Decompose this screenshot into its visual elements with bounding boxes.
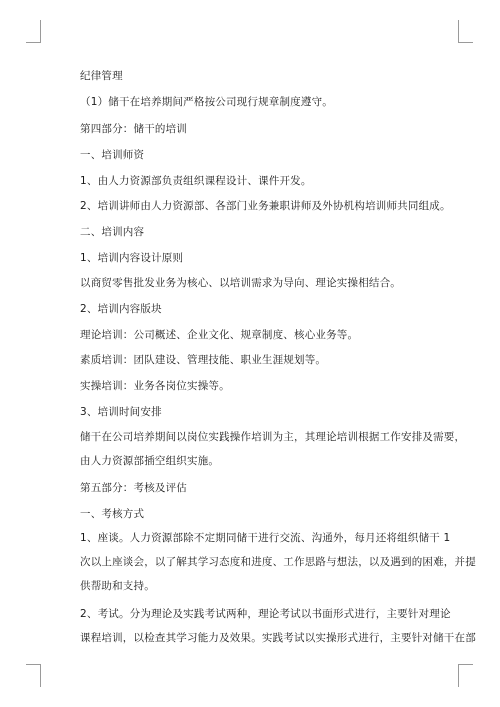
heading-trainers: 一、培训师资: [80, 149, 145, 161]
heading-training-content: 二、培训内容: [80, 226, 145, 238]
paragraph-discipline-rule: （1）储干在培养期间严格按公司现行规章制度遵守。: [80, 96, 333, 108]
part-five-heading: 第五部分：考核及评估: [80, 482, 187, 494]
paragraph-design-principle: 以商贸零售批发业务为核心、以培训需求为导向、理论实操相结合。: [80, 277, 401, 289]
heading-schedule: 3、培训时间安排: [80, 406, 162, 418]
section-heading-discipline: 纪律管理: [80, 70, 123, 82]
paragraph-line: 次以上座谈会，以了解其学习态度和进度、工作思路与想法，以及遇到的困难，并提: [80, 556, 476, 568]
paragraph-interview: [80, 526, 476, 598]
crop-mark-bottom-left: [26, 664, 41, 687]
part-four-heading: 第四部分：储干的培训: [80, 123, 187, 135]
heading-content-modules: 2、培训内容版块: [80, 303, 162, 315]
paragraph-line: 课程培训，以检查其学习能力及效果。实践考试以实操形式进行，主要针对储干在部: [80, 632, 476, 644]
paragraph-quality-training: 素质培训：团队建设、管理技能、职业生涯规划等。: [80, 354, 327, 366]
paragraph-theory-training: 理论培训：公司概述、企业文化、规章制度、核心业务等。: [80, 329, 359, 341]
paragraph-line: 供帮助和支持。: [80, 580, 155, 592]
paragraph-schedule: [80, 425, 466, 473]
heading-design-principle: 1、培训内容设计原则: [80, 252, 184, 264]
crop-mark-top-left: [26, 20, 41, 43]
paragraph-line: 储干在公司培养期间以岗位实践操作培训为主，其理论培训根据工作安排及需要，: [80, 431, 466, 443]
paragraph-line: 由人力资源部插空组织实施。: [80, 455, 220, 467]
heading-assessment-methods: 一、考核方式: [80, 508, 145, 520]
paragraph-line: 1、座谈。人力资源部除不定期同储干进行交流、沟通外，每月还将组织储干 1: [80, 532, 451, 544]
paragraph-trainers-2: 2、培训讲师由人力资源部、各部门业务兼职讲师及外协机构培训师共同组成。: [80, 200, 451, 212]
paragraph-trainers-1: 1、由人力资源部负责组织课程设计、课件开发。: [80, 175, 312, 187]
crop-mark-bottom-right: [458, 664, 473, 687]
paragraph-line: 2、考试。分为理论及实践考试两种，理论考试以书面形式进行，主要针对理论: [80, 608, 451, 620]
paragraph-exam: [80, 602, 476, 650]
crop-mark-top-right: [458, 20, 473, 43]
paragraph-practical-training: 实操培训：业务各岗位实操等。: [80, 380, 230, 392]
